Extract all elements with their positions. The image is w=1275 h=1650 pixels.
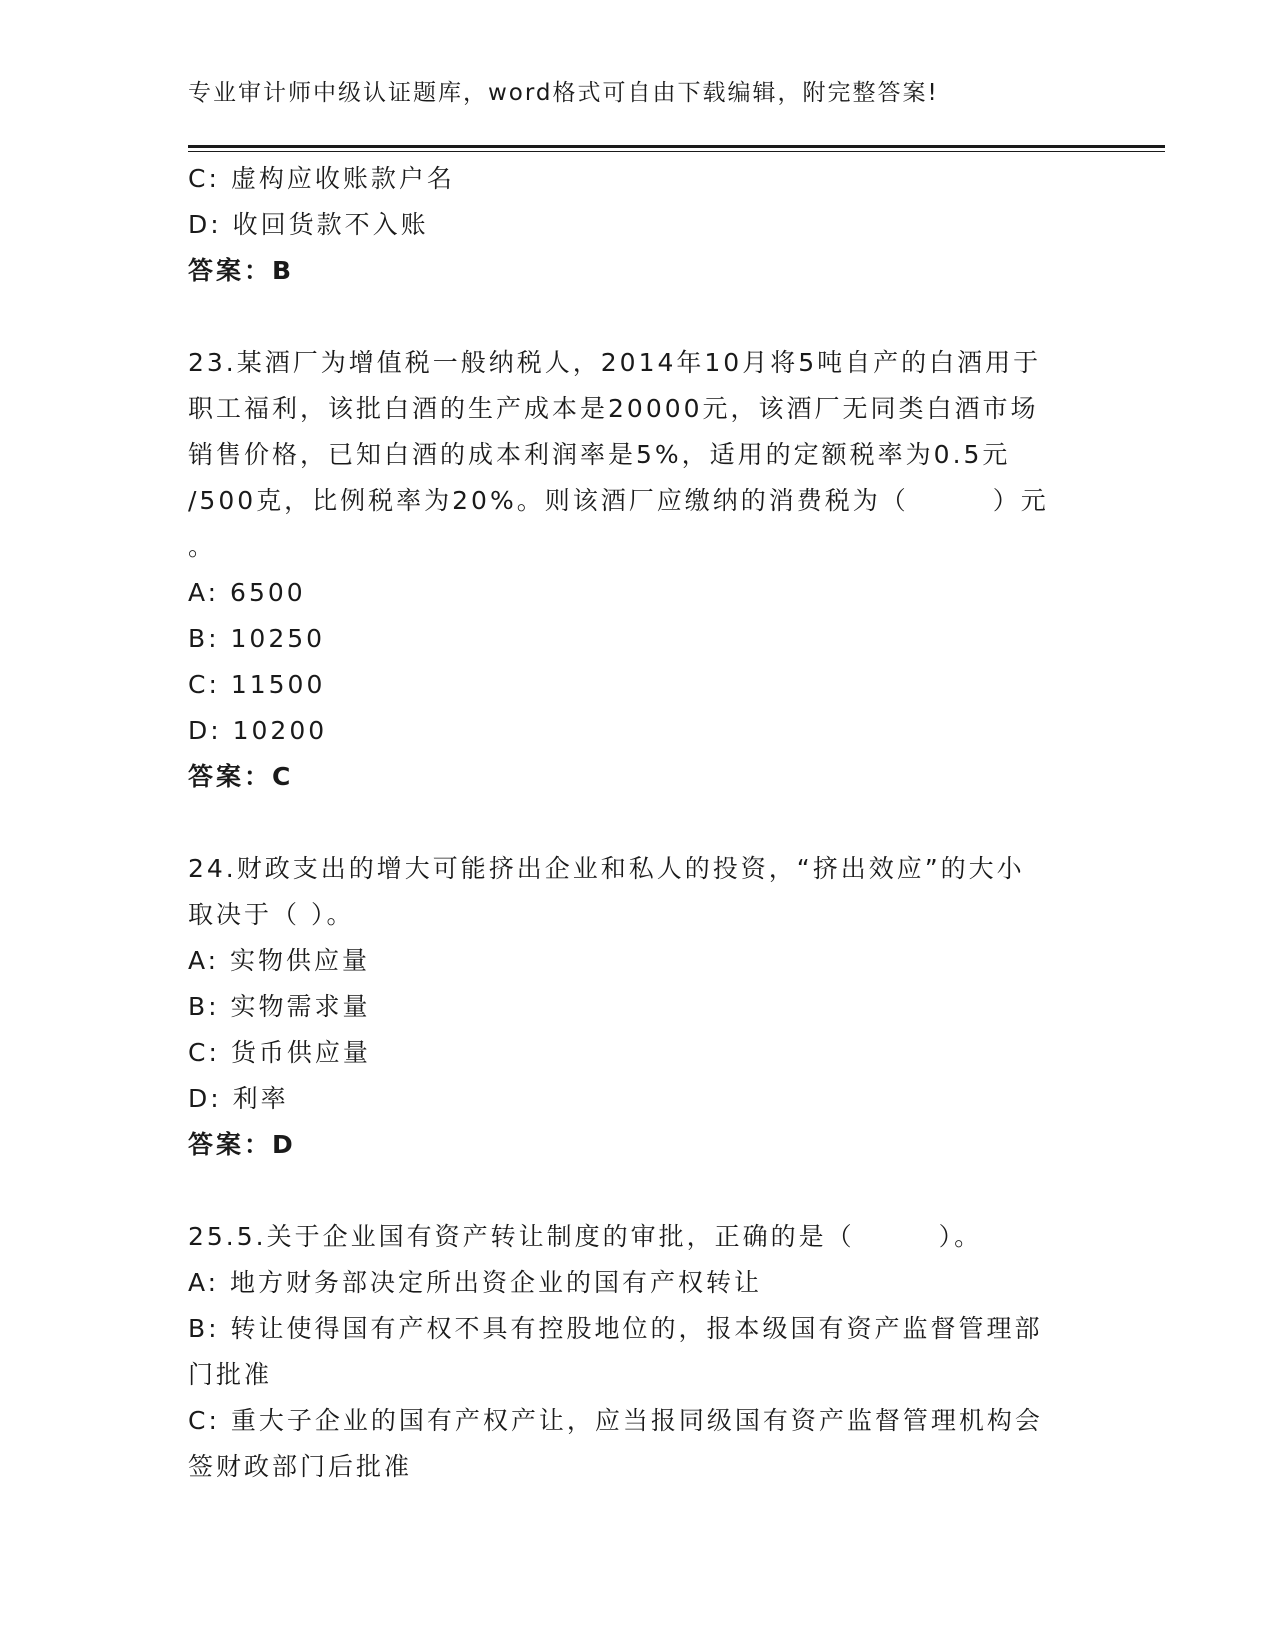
question-stem-line: 职工福利，该批白酒的生产成本是20000元，该酒厂无同类白酒市场: [188, 394, 1039, 423]
option-c: C: 11500: [188, 670, 326, 699]
question-stem-line: 。: [188, 532, 217, 561]
option-b: B: 10250: [188, 624, 326, 653]
question-stem-line: 23.某酒厂为增值税一般纳税人，2014年10月将5吨自产的白酒用于: [188, 348, 1042, 377]
option-b-continued: 门批准: [188, 1360, 273, 1389]
answer-line: 答案：D: [188, 1130, 296, 1159]
option-c-continued: 签财政部门后批准: [188, 1452, 413, 1481]
spacer: [188, 1168, 1088, 1214]
answer-line: 答案：B: [188, 256, 295, 285]
option-c: C: 重大子企业的国有产权产让，应当报同级国有资产监督管理机构会: [188, 1406, 1043, 1435]
option-d: D: 10200: [188, 716, 328, 745]
question-22-tail: [188, 156, 1088, 294]
option-c: C: 货币供应量: [188, 1038, 371, 1067]
option-a: A: 地方财务部决定所出资企业的国有产权转让: [188, 1268, 763, 1297]
spacer: [188, 294, 1088, 340]
question-25: [188, 1214, 1088, 1490]
answer-line: 答案：C: [188, 762, 294, 791]
question-23: [188, 340, 1088, 800]
spacer: [188, 800, 1088, 846]
option-a: A: 实物供应量: [188, 946, 371, 975]
question-24: [188, 846, 1088, 1168]
option-b: B: 转让使得国有产权不具有控股地位的，报本级国有资产监督管理部: [188, 1314, 1043, 1343]
option-b: B: 实物需求量: [188, 992, 371, 1021]
header-divider-thick: [188, 145, 1165, 148]
option-d: D: 利率: [188, 1084, 289, 1113]
page-header: 专业审计师中级认证题库，word格式可自由下载编辑，附完整答案!: [188, 80, 939, 106]
question-stem-line: 取决于（ ）。: [188, 900, 355, 929]
question-stem-line: 24.财政支出的增大可能挤出企业和私人的投资，“挤出效应”的大小: [188, 854, 1025, 883]
question-stem-line: /500克，比例税率为20%。则该酒厂应缴纳的消费税为（ ）元: [188, 486, 1049, 515]
option-d: D: 收回货款不入账: [188, 210, 429, 239]
question-stem-line: 销售价格，已知白酒的成本利润率是5%，适用的定额税率为0.5元: [188, 440, 1011, 469]
question-stem-line: 25.5.关于企业国有资产转让制度的审批，正确的是（ ）。: [188, 1222, 983, 1251]
option-c: C: 虚构应收账款户名: [188, 164, 455, 193]
header-divider-thin: [188, 151, 1165, 152]
option-a: A: 6500: [188, 578, 306, 607]
document-body: [188, 156, 1088, 1490]
